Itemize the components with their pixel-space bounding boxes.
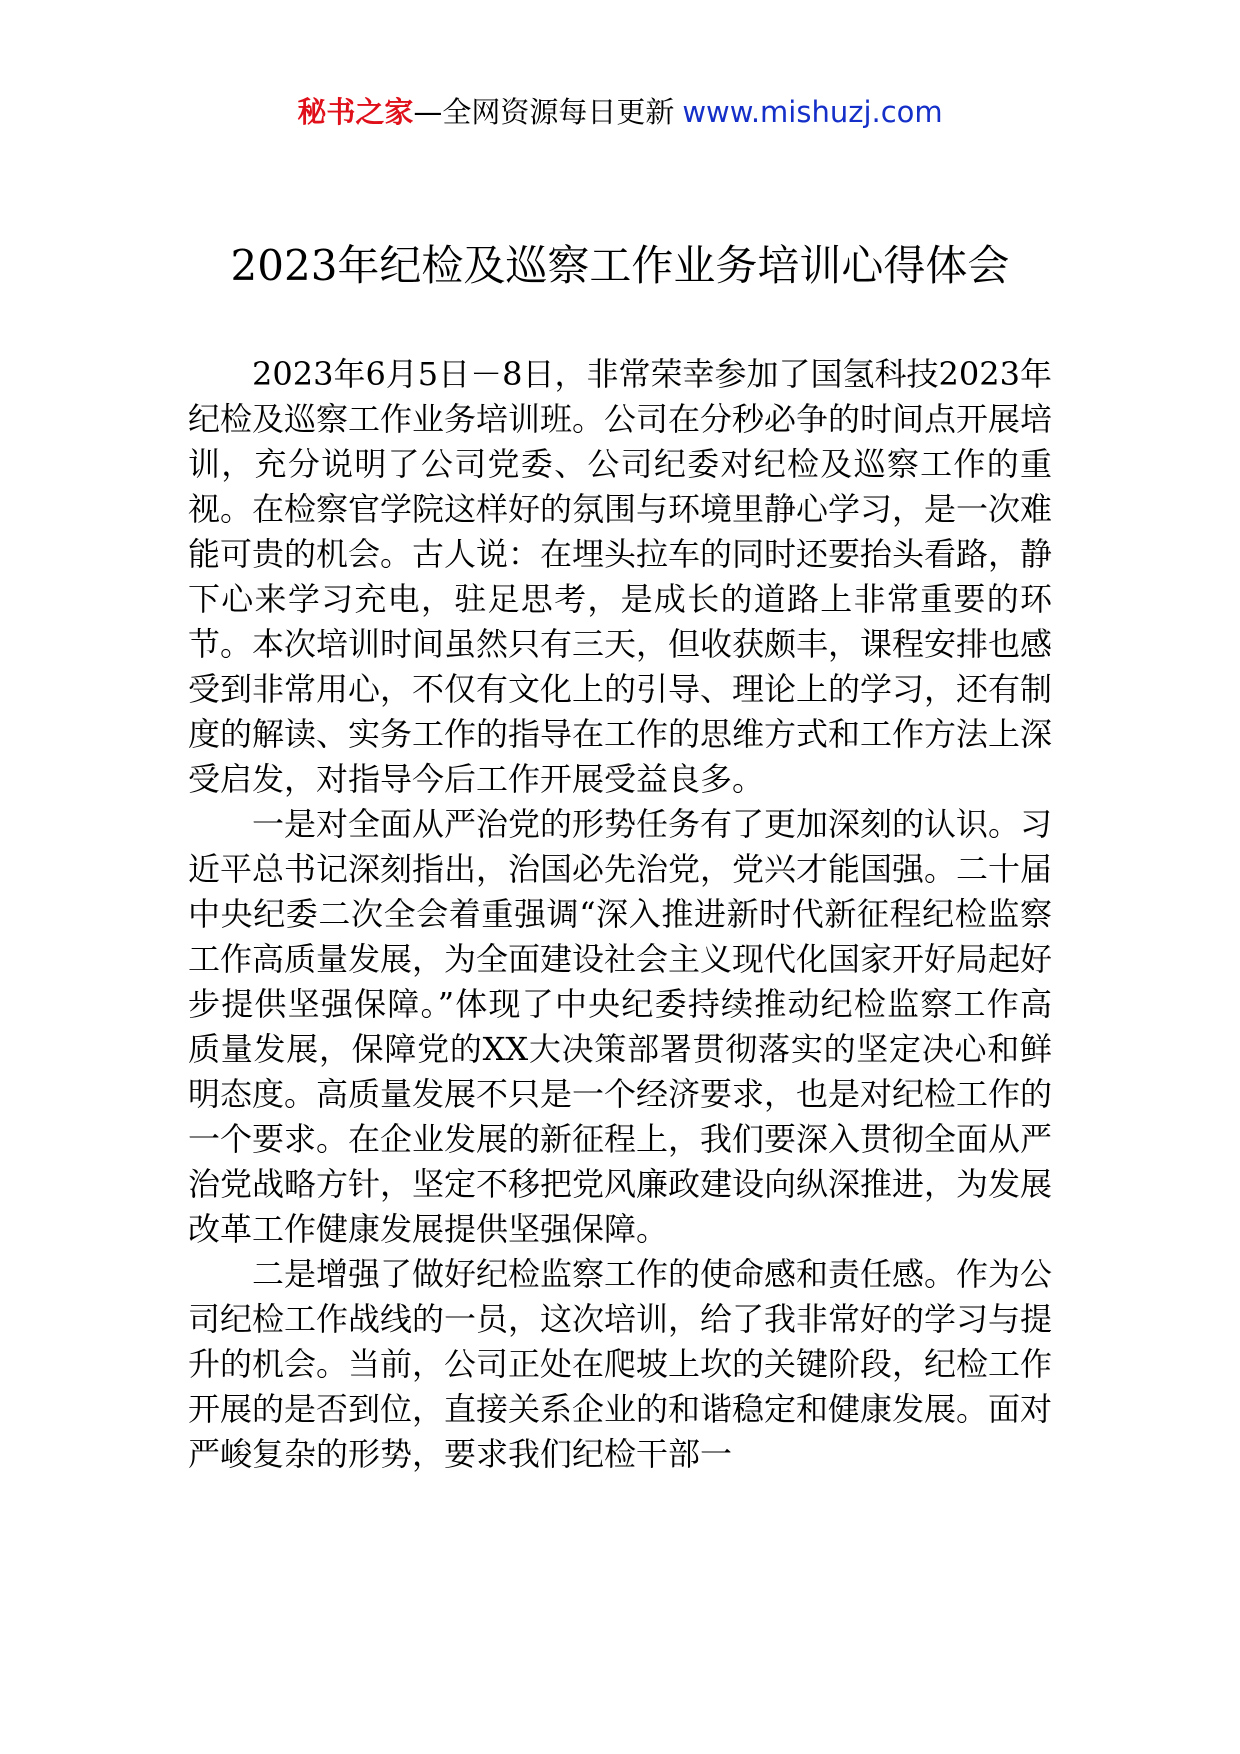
site-tagline: —全网资源每日更新 [413, 95, 675, 129]
site-header [0, 92, 1240, 132]
site-brand: 秘书之家 [297, 95, 414, 129]
document-body [188, 352, 1052, 1477]
paragraph-point-two: 二是增强了做好纪检监察工作的使命感和责任感。作为公司纪检工作战线的一员，这次培训，给了我非常好的学习与提升的机会。当前，公司正处在爬坡上坎的关键阶段，纪检工作开展的是否到位，直接关系企业的和谐稳定和健康发展。面对严峻复杂的形势，要求我们纪检干部一 [188, 1255, 1053, 1473]
paragraph-point-one: 一是对全面从严治党的形势任务有了更加深刻的认识。习近平总书记深刻指出，治国必先治党，党兴才能国强。二十届中央纪委二次全会着重强调“深入推进新时代新征程纪检监察工作高质量发展，为全面建设社会主义现代化国家开好局起好步提供坚强保障。”体现了中央纪委持续推动纪检监察工作高质量发展，保障党的XX大决策部署贯彻落实的坚定决心和鲜明态度。高质量发展不只是一个经济要求，也是对纪检工作的一个要求。在企业发展的新征程上，我们要深入贯彻全面从严治党战略方针，坚定不移把党风廉政建设向纵深推进，为发展改革工作健康发展提供坚强保障。 [188, 805, 1053, 1248]
document-title: 2023年纪检及巡察工作业务培训心得体会 [230, 241, 1010, 290]
site-url-link[interactable]: www.mishuzj.com [682, 95, 943, 129]
paragraph-intro: 2023年6月5日－8日，非常荣幸参加了国氢科技2023年纪检及巡察工作业务培训班。公司在分秒必争的时间点开展培训，充分说明了公司党委、公司纪委对纪检及巡察工作的重视。在检察官学院这样好的氛围与环境里静心学习，是一次难能可贵的机会。古人说：在埋头拉车的同时还要抬头看路，静下心来学习充电，驻足思考，是成长的道路上非常重要的环节。本次培训时间虽然只有三天，但收获颇丰，课程安排也感受到非常用心，不仅有文化上的引导、理论上的学习，还有制度的解读、实务工作的指导在工作的思维方式和工作方法上深受启发，对指导今后工作开展受益良多。 [188, 355, 1053, 798]
